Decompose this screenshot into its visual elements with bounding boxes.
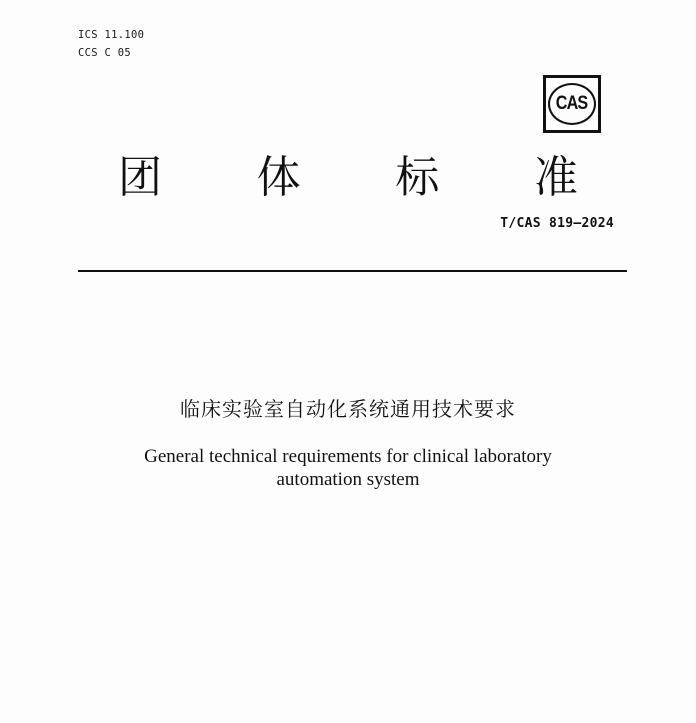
- main-title-char-2: 体: [256, 152, 301, 203]
- cas-logo-text: CAS: [556, 93, 588, 114]
- main-title: [118, 150, 578, 206]
- main-title-char-4: 准: [533, 152, 578, 203]
- standard-number: T/CAS 819—2024: [500, 216, 614, 231]
- english-title-line-2: automation system: [276, 469, 420, 490]
- horizontal-divider: [78, 270, 627, 272]
- ics-code: ICS 11.100: [78, 29, 145, 41]
- cas-logo-ring: [548, 83, 596, 125]
- cas-logo: [543, 75, 601, 133]
- chinese-title: 临床实验室自动化系统通用技术要求: [180, 397, 516, 421]
- english-title: [0, 445, 696, 491]
- main-title-char-3: 标: [395, 152, 440, 203]
- english-title-line-1: General technical requirements for clinical laboratory: [144, 446, 552, 467]
- main-title-char-1: 团: [118, 152, 162, 203]
- ccs-code: CCS C 05: [78, 47, 131, 59]
